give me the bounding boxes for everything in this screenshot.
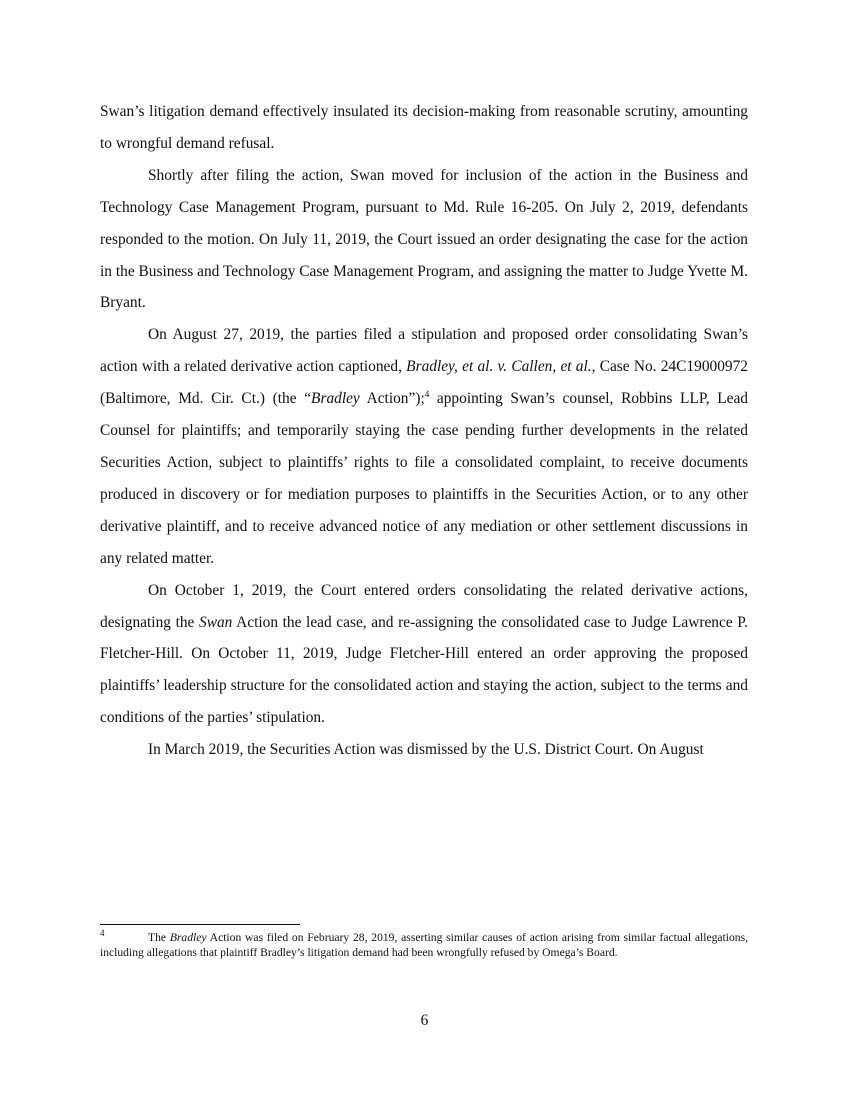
paragraph-text: On August 27, 2019, the parties filed a stipulation and proposed order consolidating Swan’s action with a related derivative action captioned, — [100, 326, 748, 376]
footnote-text: The — [148, 931, 170, 944]
case-name-italic: Swan — [199, 613, 233, 631]
paragraph-stipulation — [100, 319, 748, 574]
footnote: 4 The Bradley Action was filed on February 28, 2019, asserting similar causes of action arising from similar factual allegations, including allegations that plaintiff Bradley’s litigation demand had been wrongfully refused by Omega’s Board. — [100, 928, 748, 959]
page-number: 6 — [420, 1012, 429, 1029]
paragraph-consolidation — [100, 575, 748, 735]
footnote-text: Action was filed on February 28, 2019, asserting similar causes of action arising from similar factual allegations, including allegations that plaintiff Bradley’s litigation demand had been wrongfully refused by Omega’s Board. — [100, 931, 748, 959]
paragraph-text: Shortly after filing the action, Swan moved for inclusion of the action in the Business and Technology Case Management Program, pursuant to Md. Rule 16-205. On July 2, 2019, defendants responded to the motion. On July 11, 2019, the Court issued an order designating the case for the action in the Business and Technology Case Management Program, and assigning the matter to Judge Yvette M. Bryant. — [100, 166, 748, 312]
paragraph-text: In March 2019, the Securities Action was dismissed by the U.S. District Court. On August — [148, 741, 704, 759]
paragraph-text: On October 1, 2019, the Court entered orders consolidating the related derivative actions, designating the — [100, 581, 748, 631]
case-name-italic: Bradley — [311, 390, 360, 408]
case-caption-italic: Bradley, et al. v. Callen, et al. — [406, 358, 592, 376]
paragraph-text: Action”); — [359, 390, 425, 408]
paragraph-text: Swan’s litigation demand effectively insulated its decision-making from reasonable scrutiny, amounting to wrongful demand refusal. — [100, 103, 748, 152]
paragraph-business-program — [100, 160, 748, 320]
paragraph-text: , Case No. 24C19000972 (Baltimore, Md. Cir. Ct.) (the “ — [100, 358, 748, 408]
paragraph-text: Action the lead case, and re-assigning the consolidated case to Judge Lawrence P. Fletcher-Hill. On October 11, 2019, Judge Fletcher-Hill entered an order approving the proposed plaintiffs’ leadership structure for the consolidated action and staying the action, subject to the terms and conditions of the parties’ stipulation. — [100, 613, 748, 727]
paragraph-dismissal — [100, 734, 748, 766]
footnote-divider — [100, 924, 300, 925]
paragraph-continuation — [100, 96, 748, 160]
paragraph-text: appointing Swan’s counsel, Robbins LLP, Lead Counsel for plaintiffs; and temporarily staying the case pending further developments in the related Securities Action, subject to plaintiffs’ rights to file a consolidated complaint, to receive documents produced in discovery or for mediation purposes to plaintiffs in the Securities Action, or to any other derivative plaintiff, and to receive advanced notice of any mediation or other settlement discussions in any related matter. — [100, 390, 748, 567]
footnote-reference[interactable]: 4 — [424, 389, 430, 400]
document-body — [100, 96, 748, 766]
case-name-italic: Bradley — [169, 931, 207, 944]
